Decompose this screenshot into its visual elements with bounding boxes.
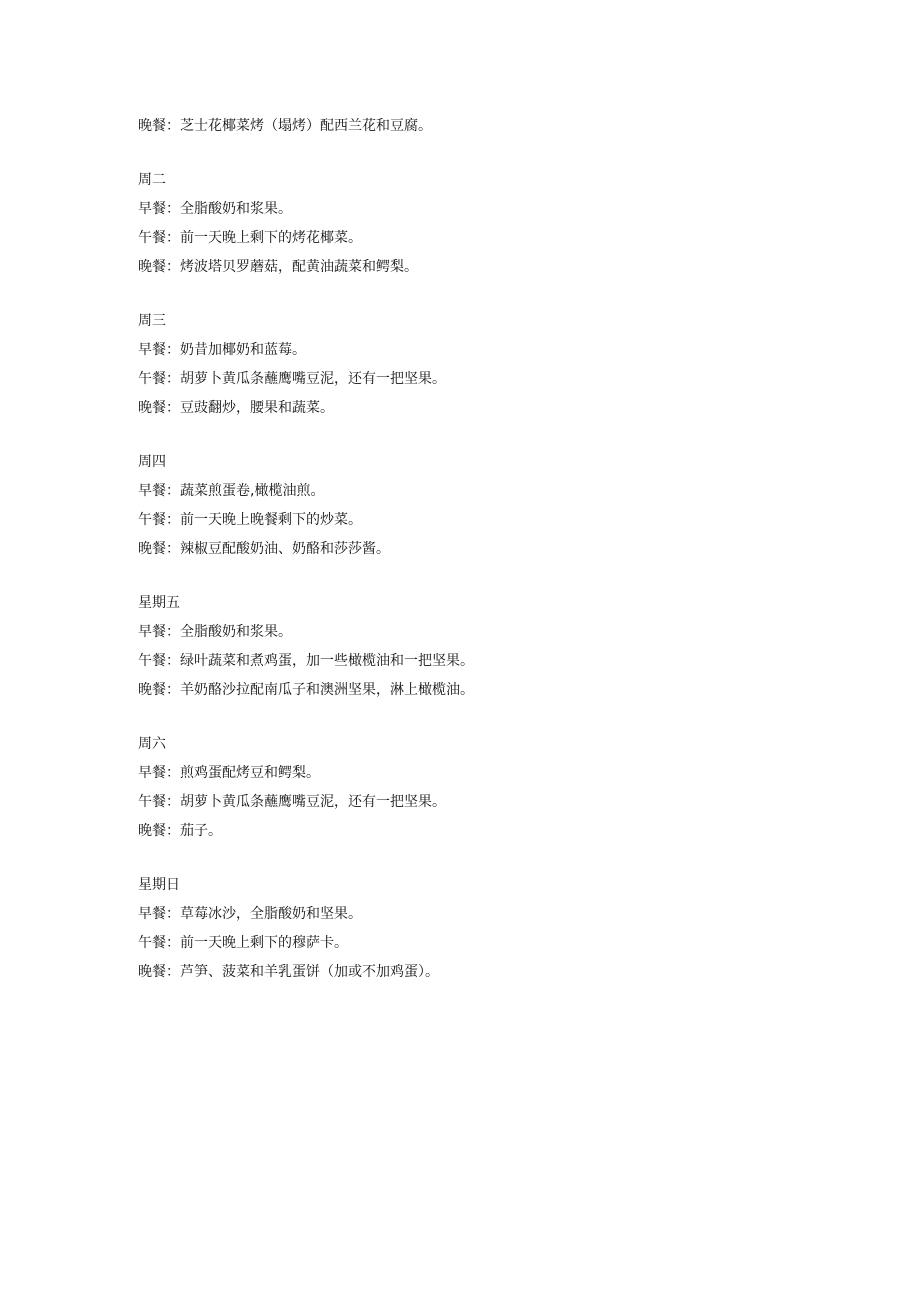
meal-line-lunch: 午餐：前一天晚上剩下的烤花椰菜。 [138, 230, 362, 246]
meal-line-dinner: 晚餐：羊奶酪沙拉配南瓜子和澳洲坚果，淋上橄榄油。 [138, 682, 474, 698]
day-title: 周六 [138, 736, 166, 752]
meal-line-dinner: 晚餐：辣椒豆配酸奶油、奶酪和莎莎酱。 [138, 541, 390, 557]
day-block-wednesday [138, 307, 858, 423]
meal-line-breakfast: 早餐：全脂酸奶和浆果。 [138, 624, 292, 640]
day-title: 周三 [138, 313, 166, 329]
day-title: 周四 [138, 454, 166, 470]
meal-line-lunch: 午餐：胡萝卜黄瓜条蘸鹰嘴豆泥，还有一把坚果。 [138, 371, 446, 387]
day-block-thursday [138, 448, 858, 564]
meal-line-dinner: 晚餐：芦笋、菠菜和羊乳蛋饼（加或不加鸡蛋）。 [138, 964, 439, 980]
day-block-friday [138, 589, 858, 705]
meal-line-dinner: 晚餐：豆豉翻炒，腰果和蔬菜。 [138, 400, 334, 416]
meal-line-dinner: 晚餐：烤波塔贝罗蘑菇，配黄油蔬菜和鳄梨。 [138, 259, 418, 275]
document-body [138, 112, 858, 987]
meal-line-breakfast: 早餐：草莓冰沙，全脂酸奶和坚果。 [138, 906, 362, 922]
day-title: 星期日 [138, 877, 180, 893]
meal-line-lunch: 午餐：胡萝卜黄瓜条蘸鹰嘴豆泥，还有一把坚果。 [138, 794, 446, 810]
meal-line-breakfast: 早餐：奶昔加椰奶和蓝莓。 [138, 342, 306, 358]
meal-line-lunch: 午餐：绿叶蔬菜和煮鸡蛋，加一些橄榄油和一把坚果。 [138, 653, 474, 669]
meal-line-dinner: 晚餐：茄子。 [138, 823, 222, 839]
day-title: 星期五 [138, 595, 180, 611]
day-title: 周二 [138, 172, 166, 188]
meal-line-breakfast: 早餐：蔬菜煎蛋卷,橄榄油煎。 [138, 483, 325, 499]
meal-line-lunch: 午餐：前一天晚上剩下的穆萨卡。 [138, 935, 348, 951]
meal-line-breakfast: 早餐：全脂酸奶和浆果。 [138, 201, 292, 217]
day-block-tuesday [138, 166, 858, 282]
day-block-sunday [138, 871, 858, 987]
meal-line-breakfast: 早餐：煎鸡蛋配烤豆和鳄梨。 [138, 765, 320, 781]
meal-line-lunch: 午餐：前一天晚上晚餐剩下的炒菜。 [138, 512, 362, 528]
day-block-saturday [138, 730, 858, 846]
monday-dinner-line: 晚餐：芝士花椰菜烤（塌烤）配西兰花和豆腐。 [138, 118, 432, 134]
